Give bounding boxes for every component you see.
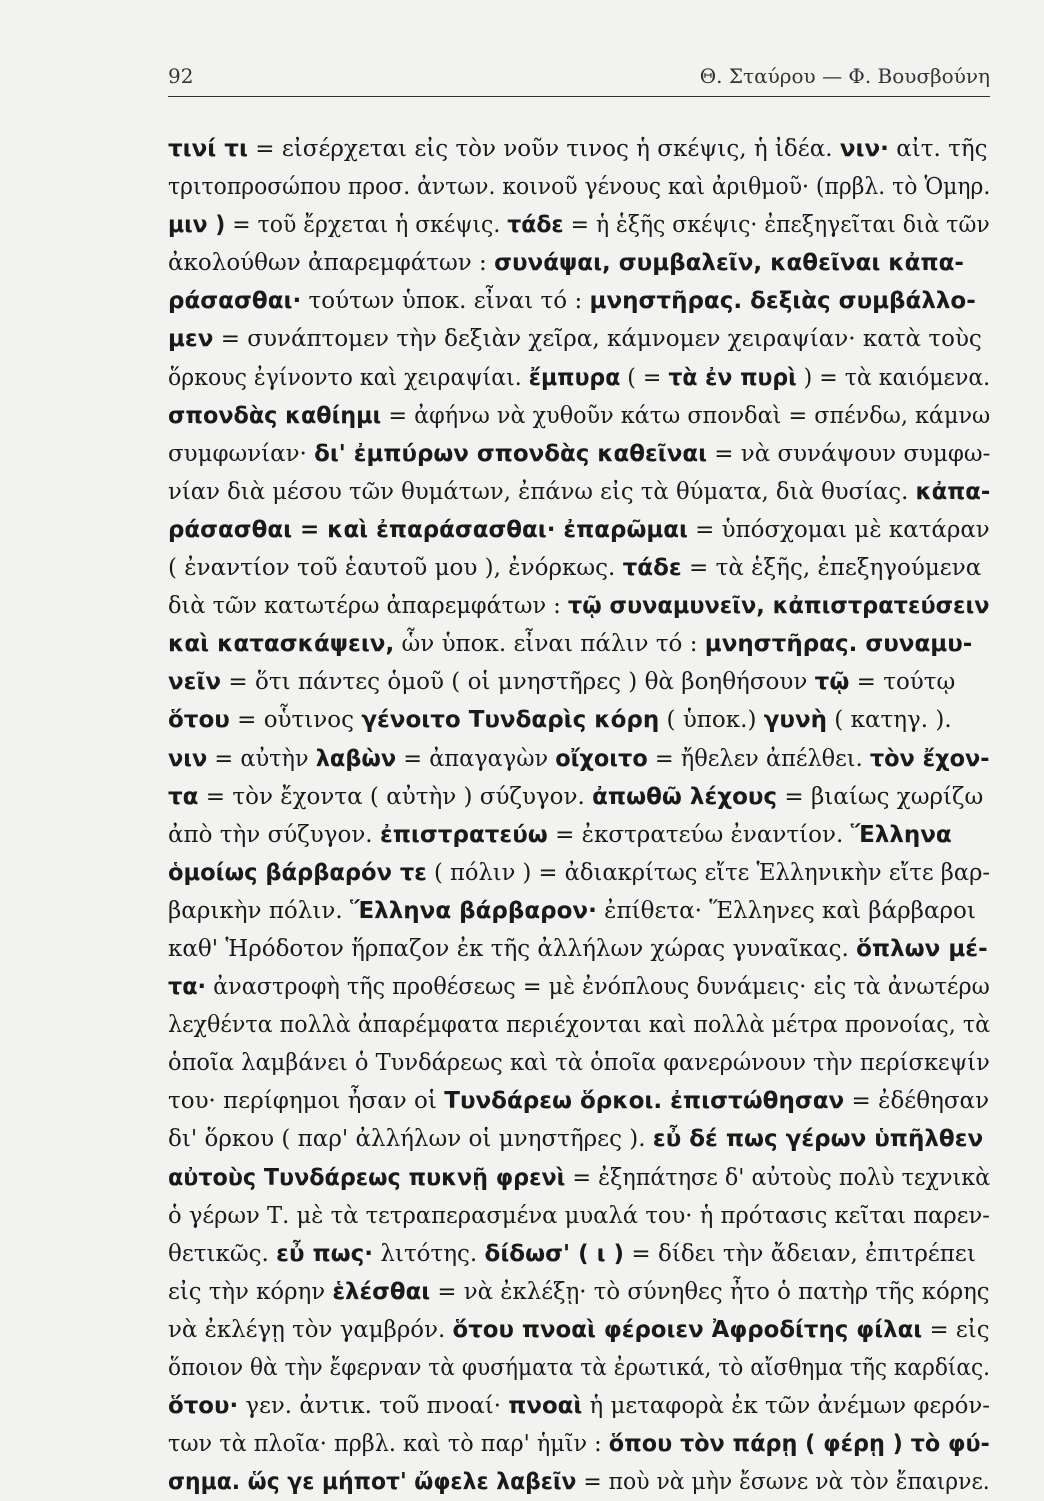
gloss-text: ὧν ὑποκ. εἶναι πάλιν τό : [394, 631, 705, 658]
gloss-text: = τοῦ ἔρχεται ἡ σκέψις. [225, 212, 508, 239]
lemma-term: ἀπωθῶ λέχους [592, 783, 778, 810]
text-line [168, 206, 990, 244]
text-line [168, 968, 990, 1006]
lemma-term: καὶ κατασκάψειν, [168, 631, 395, 658]
text-line [168, 854, 990, 892]
gloss-text: καθ' Ἡρόδοτον ἥρπαζον ἐκ τῆς ἀλλήλων χώρας γυναῖκας. [168, 935, 857, 962]
gloss-text: = εἰς [922, 1316, 990, 1343]
lemma-term: δίδωσ' ( ι ) [484, 1240, 625, 1267]
gloss-text: ( = [620, 364, 669, 391]
gloss-text: του· περίφημοι ἦσαν οἱ [168, 1088, 445, 1115]
gloss-text: δι' ὅρκου ( παρ' ἀλλήλων οἱ μνηστῆρες ). [168, 1126, 653, 1153]
text-line [168, 1273, 990, 1311]
gloss-text: διὰ τῶν κατωτέρω ἀπαρεμφάτων : [168, 593, 568, 620]
lemma-term: νεῖν [168, 669, 222, 696]
lemma-term: τῷ [814, 669, 850, 696]
gloss-text: συμφωνίαν· [168, 440, 315, 467]
gloss-text: = νὰ ἐκλέξῃ· τὸ σύνηθες ἦτο ὁ πατὴρ τῆς κόρης [430, 1278, 990, 1305]
gloss-text: = ἐδέθησαν [844, 1088, 990, 1115]
lemma-term: τα [168, 783, 199, 810]
gloss-text: = νὰ συνάψουν συμφω- [707, 440, 990, 467]
text-line [168, 320, 990, 358]
gloss-text: των τὰ πλοῖα· πρβλ. καὶ τὸ παρ' ἡμῖν : [168, 1431, 609, 1458]
text-line [168, 473, 990, 511]
lemma-term: πνοαὶ [508, 1393, 583, 1420]
text-line [168, 359, 990, 397]
gloss-text: αἰτ. τῆς [888, 136, 988, 162]
text-line [168, 1082, 990, 1120]
lemma-term: ὅπου τὸν πάρῃ ( φέρῃ ) τὸ φύ- [608, 1431, 990, 1458]
lemma-term: νιν· [839, 136, 889, 162]
gloss-text: θετικῶς. [168, 1240, 277, 1267]
lemma-term: συνάψαι, συμβαλεῖν, καθεῖναι κἀπα- [494, 250, 964, 277]
lemma-term: μνηστῆρας. δεξιὰς συμβάλλο- [589, 288, 976, 315]
running-title: Θ. Σταύρου — Φ. Βουσβούνη [699, 64, 990, 88]
gloss-text: λιτότης. [373, 1240, 485, 1267]
gloss-text: = ποὺ νὰ μὴν ἔσωνε νὰ τὸν ἔπαιρνε. [576, 1469, 990, 1496]
text-line [168, 740, 990, 778]
text-line [168, 1006, 990, 1044]
text-line [168, 1425, 990, 1463]
gloss-text: ( κατηγ. ). [827, 707, 952, 734]
lemma-term: ἐπιστρατεύω [379, 821, 548, 848]
text-line [168, 397, 990, 435]
gloss-text: = ἐξηπάτησε δ' αὐτοὺς πολὺ τεχνικὰ [565, 1164, 990, 1191]
gloss-text: = δίδει τὴν ἄδειαν, ἐπιτρέπει [624, 1240, 976, 1267]
gloss-text: = ὑπόσχομαι μὲ κατάραν [687, 516, 990, 543]
gloss-text: λεχθέντα πολλὰ ἀπαρέμφατα περιέχονται καὶ πολλὰ μέτρα προνοίας, τὰ [168, 1012, 990, 1039]
text-line [168, 435, 990, 473]
gloss-text: ἀπὸ τὴν σύζυγον. [168, 821, 380, 848]
text-line [168, 1311, 990, 1349]
lemma-term: τινί τι [168, 136, 248, 162]
gloss-text: = ἡ ἑξῆς σκέψις· ἐπεξηγεῖται διὰ τῶν [563, 212, 990, 239]
lemma-term: νιν [168, 745, 208, 772]
text-line [168, 1044, 990, 1082]
lemma-term: οἴχοιτο [555, 745, 648, 772]
lemma-term: Ἕλληνα [850, 821, 952, 848]
lemma-term: Ἕλληνα βάρβαρον· [349, 897, 597, 924]
gloss-text: βαρικὴν πόλιν. [168, 897, 350, 924]
lemma-term: ὅτου· [168, 1393, 239, 1420]
text-line [168, 130, 990, 168]
lemma-term: σπονδὰς καθίημι [168, 402, 382, 429]
gloss-text: ( πόλιν ) = ἀδιακρίτως εἴτε Ἑλληνικὴν εἴτε βαρ- [426, 859, 990, 886]
gloss-text: = εἰσέρχεται εἰς τὸν νοῦν τινος ἡ σκέψις, ἡ ἰδέα. [247, 136, 840, 162]
text-line [168, 892, 990, 930]
lemma-term: εὖ δέ πως γέρων ὑπῆλθεν [652, 1126, 984, 1153]
gloss-text: ( ὑποκ.) [659, 707, 764, 734]
text-line [168, 778, 990, 816]
lemma-term: σημα. ὥς γε μήποτ' ὤφελε λαβεῖν [168, 1469, 577, 1496]
text-line [168, 930, 990, 968]
lemma-term: μεν [168, 326, 214, 353]
lemma-term: τὸν ἔχον- [869, 745, 990, 772]
text-line [168, 1159, 990, 1197]
gloss-text: νὰ ἐκλέγῃ τὸν γαμβρόν. [168, 1316, 453, 1343]
lemma-term: ράσασθαι· [168, 288, 302, 315]
gloss-text: ἡ μεταφορὰ ἐκ τῶν ἀνέμων φερόν- [582, 1393, 990, 1420]
gloss-text: ἐπίθετα· Ἕλληνες καὶ βάρβαροι [596, 897, 976, 924]
gloss-text: εἰς τὴν κόρην [168, 1278, 333, 1305]
lemma-term: δι' ἐμπύρων σπονδὰς καθεῖναι [314, 440, 708, 467]
lemma-term: γυνὴ [763, 707, 827, 734]
gloss-text: = ἤθελεν ἀπέλθει. [647, 745, 870, 772]
lemma-term: μιν ) [168, 212, 226, 239]
gloss-text: = ἀφήνω νὰ χυθοῦν κάτω σπονδαὶ = σπένδω, κάμνω [381, 402, 990, 429]
gloss-text: = τὰ ἑξῆς, ἐπεξηγούμενα [681, 555, 982, 582]
text-line [168, 1235, 990, 1273]
page-header [168, 56, 990, 97]
lemma-term: ὅτου πνοαὶ φέροιεν Ἀφροδίτης φίλαι [452, 1316, 923, 1343]
gloss-text: ( ἐναντίον τοῦ ἑαυτοῦ μου ), ἐνόρκως. [168, 555, 623, 582]
gloss-text: = ὅτι πάντες ὁμοῦ ( οἱ μνηστῆρες ) θὰ βοηθήσουν [221, 669, 815, 696]
gloss-text: ὁποῖα λαμβάνει ὁ Τυνδάρεως καὶ τὰ ὁποῖα φανερώνουν τὴν περίσκεψίν [168, 1050, 990, 1077]
text-line [168, 1197, 990, 1235]
lemma-term: τὰ ἐν πυρὶ [668, 364, 797, 391]
gloss-text: = βιαίως χωρίζω [777, 783, 984, 810]
gloss-text: νίαν διὰ μέσου τῶν θυμάτων, ἐπάνω εἰς τὰ θύματα, διὰ θυσίας. [168, 478, 916, 505]
text-line [168, 282, 990, 320]
lemma-term: τα· [168, 974, 207, 1001]
lemma-term: ράσασθαι = καὶ ἐπαράσασθαι· ἐπαρῶμαι [168, 516, 688, 543]
commentary-text [168, 130, 990, 1501]
text-line [168, 625, 990, 663]
gloss-text: τούτων ὑποκ. εἶναι τό : [301, 288, 590, 315]
lemma-term: γένοιτο Τυνδαρὶς κόρη [361, 707, 660, 734]
text-line [168, 1349, 990, 1387]
text-line [168, 701, 990, 739]
text-line [168, 816, 990, 854]
text-line [168, 168, 990, 206]
gloss-text: τριτοπροσώπου προσ. ἀντων. κοινοῦ γένους καὶ ἀριθμοῦ· (πρβλ. τὸ Ὁμηρ. [168, 174, 990, 201]
lemma-term: αὐτοὺς Τυνδάρεως πυκνῇ φρενὶ [168, 1164, 566, 1191]
lemma-term: λαβὼν [315, 745, 397, 772]
text-line [168, 244, 990, 282]
lemma-term: τάδε [622, 555, 682, 582]
text-line [168, 663, 990, 701]
gloss-text: = οὗτινος [229, 707, 362, 734]
lemma-term: ἔμπυρα [528, 364, 621, 391]
text-line [168, 587, 990, 625]
gloss-text: γεν. ἀντικ. τοῦ πνοαί· [238, 1393, 509, 1420]
gloss-text: ) = τὰ καιόμενα. [796, 364, 990, 391]
gloss-text: = τὸν ἔχοντα ( αὐτὴν ) σύζυγον. [198, 783, 593, 810]
lemma-term: τῷ συναμυνεῖν, κἀπιστρατεύσειν [567, 593, 990, 620]
text-line [168, 1387, 990, 1425]
gloss-text: = αὐτὴν [207, 745, 316, 772]
text-line [168, 511, 990, 549]
lemma-term: ὁμοίως βάρβαρόν τε [168, 859, 427, 886]
lemma-term: ἑλέσθαι [332, 1278, 431, 1305]
gloss-text: ὁ γέρων Τ. μὲ τὰ τετραπερασμένα μυαλά του· ἡ πρότασις κεῖται παρεν- [168, 1202, 990, 1229]
lemma-term: ὅτου [168, 707, 230, 734]
lemma-term: κἀπα- [915, 478, 990, 505]
text-line [168, 549, 990, 587]
gloss-text: = ἀπαγαγὼν [396, 745, 556, 772]
gloss-text: = συνάπτομεν τὴν δεξιὰν χεῖρα, κάμνομεν χειραψίαν· κατὰ τοὺς [213, 326, 982, 353]
gloss-text: ἀκολούθων ἀπαρεμφάτων : [168, 250, 495, 277]
gloss-text: ὅρκους ἐγίνοντο καὶ χειραψίαι. [168, 364, 529, 391]
lemma-term: ὅπλων μέ- [856, 935, 988, 962]
lemma-term: Τυνδάρεω ὅρκοι. ἐπιστώθησαν [444, 1088, 845, 1115]
gloss-text: = τούτῳ [849, 669, 956, 696]
text-line [168, 1120, 990, 1158]
lemma-term: εὖ πως· [276, 1240, 374, 1267]
lemma-term: τάδε [507, 212, 564, 239]
gloss-text: = ἐκστρατεύω ἐναντίον. [547, 821, 851, 848]
gloss-text: ἀναστροφὴ τῆς προθέσεως = μὲ ἐνόπλους δυνάμεις· εἰς τὰ ἀνωτέρω [206, 974, 990, 1001]
gloss-text: ὅποιον θὰ τὴν ἔφερναν τὰ φυσήματα τὰ ἐρωτικά, τὸ αἴσθημα τῆς καρδίας. [168, 1355, 990, 1381]
lemma-term: μνηστῆρας. συναμυ- [704, 631, 973, 658]
text-line [168, 1463, 990, 1501]
page-number: 92 [168, 64, 194, 88]
